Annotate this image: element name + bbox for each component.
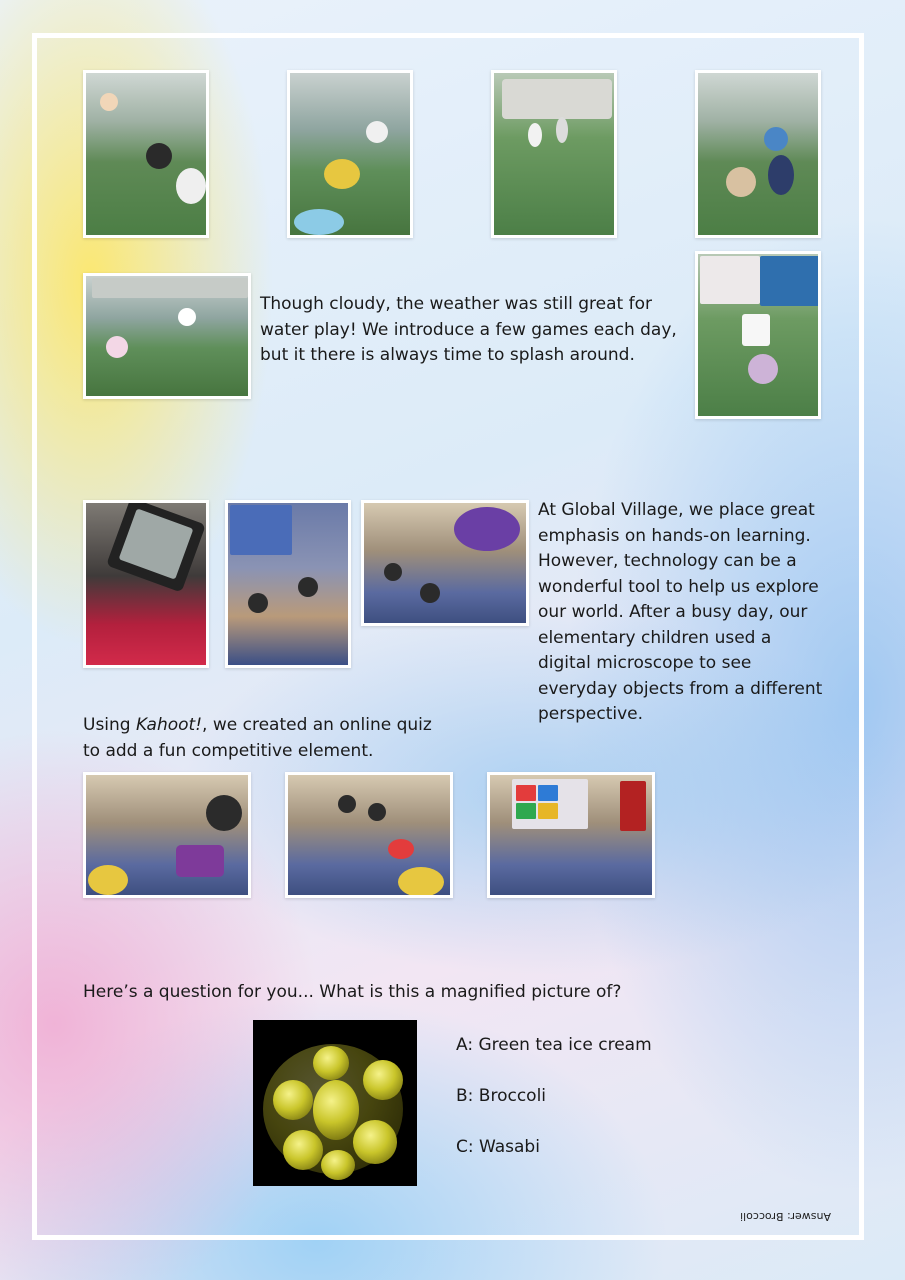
water-play-photo-4 — [695, 70, 821, 238]
water-play-photo-1 — [83, 70, 209, 238]
water-play-text: Though cloudy, the weather was still great for water play! We introduce a few games each day, but it there is always time to splash around. — [260, 294, 677, 365]
kahoot-name: Kahoot! — [136, 715, 203, 735]
kahoot-text-before: Using — [83, 715, 136, 735]
classroom-photo-2 — [361, 500, 529, 626]
quiz-option-a: A: Green tea ice cream — [456, 1035, 652, 1055]
kahoot-text-after: , we created an online quiz to add a fun competitive element. — [83, 715, 432, 761]
technology-text: At Global Village, we place great emphasis on hands-on learning. However, technology can be a wonderful tool to help us explore our world. After a busy day, our elementary children used a digital microscope to see everyday objects from a different perspective. — [538, 500, 823, 724]
quiz-option-b: B: Broccoli — [456, 1086, 547, 1106]
water-play-photo-3 — [491, 70, 617, 238]
water-play-photo-2 — [287, 70, 413, 238]
classroom-photo-1 — [225, 500, 351, 668]
magnified-romanesco-image — [253, 1020, 417, 1186]
kahoot-photo-3 — [487, 772, 655, 898]
quiz-question: Here’s a question for you... What is this a magnified picture of? — [83, 982, 622, 1002]
microscope-photo — [83, 500, 209, 668]
water-play-photo-6 — [695, 251, 821, 419]
upside-down-answer: Answer: Broccoli — [740, 1210, 832, 1223]
kahoot-photo-2 — [285, 772, 453, 898]
kahoot-text — [83, 713, 433, 764]
kahoot-photo-1 — [83, 772, 251, 898]
water-play-photo-5 — [83, 273, 251, 399]
quiz-option-c: C: Wasabi — [456, 1137, 540, 1157]
